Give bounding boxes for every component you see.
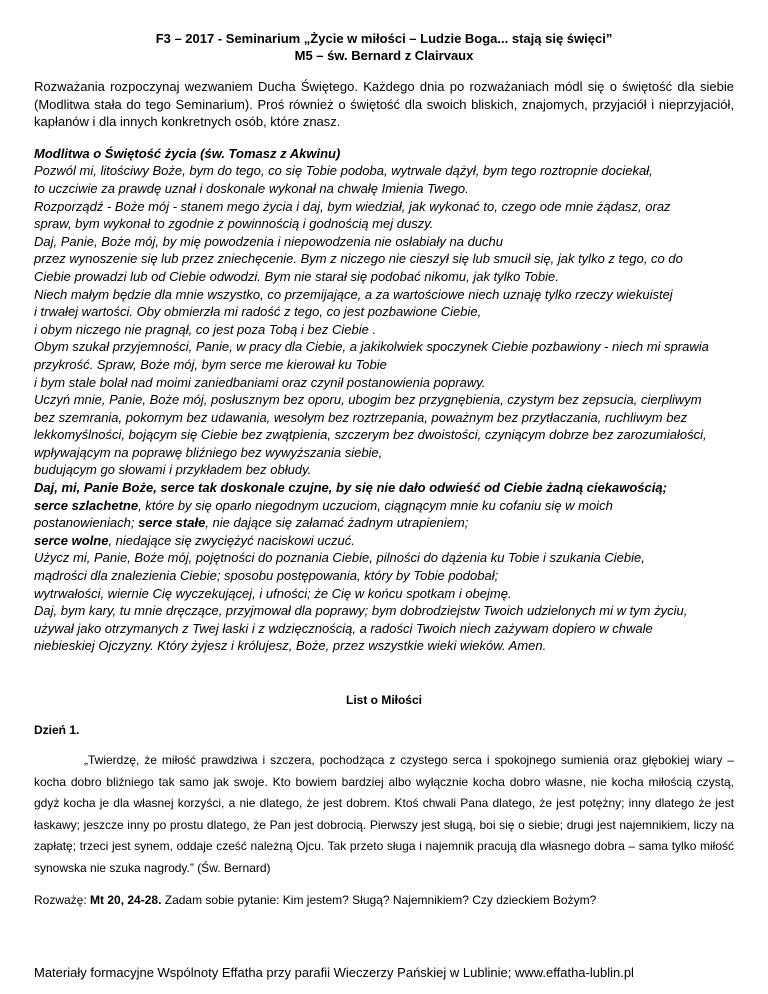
prayer-line: Daj, Panie, Boże mój, by mię powodzenia i niepowodzenia nie osłabiały na duchu [34, 233, 504, 249]
prayer-line: przez wynoszenie się lub przez zniechęcenie. Bym z niczego nie cieszył się lub smucił się, jak tylko z tego, co do [34, 251, 683, 267]
prayer-line: Daj, bym kary, tu mnie dręczące, przyjmował dla poprawy; bym dobrodziejstw Twoich udzielonych mi w tym życiu, [34, 603, 688, 619]
prayer-line: Uczyń mnie, Panie, Boże mój, posłusznym bez oporu, ubogim bez przygnębienia, czystym bez zepsucia, cierpliwym [34, 392, 702, 408]
heart-noble-cont: postanowieniach; [34, 515, 139, 531]
reflection-line [34, 893, 734, 907]
prayer-line: Obym szukał przyjemności, Panie, w pracy dla Ciebie, a jakikolwiek spoczynek Ciebie pozbawiony - niech mi sprawia [34, 339, 709, 355]
page-footer: Materiały formacyjne Wspólnoty Effatha przy parafii Wieczerzy Pańskiej w Lublinie; www.effatha-lublin.pl [34, 965, 634, 980]
bernard-quote: „Twierdzę, że miłość prawdziwa i szczera, pochodząca z czystego serca i spokojnego sumienia oraz głębokiej wiary – kocha dobro bliźniego tak samo jak swoje. Kto bowiem bardziej albo wyłącznie kocha dobro własne, nie kocha miłością czystą, gdyż kocha je dla własnej korzyści, a nie dlatego, że jest dobrem. Ktoś chwali Pana dlatego, że jest potężny; inny dlatego że jest łaskawy; jeszcze inny po prostu dlatego, że Pan jest dobrocią. Pierwszy jest sługą, boi się o siebie; drugi jest najemnikiem, liczy na zapłatę; trzeci jest synem, oddaje cześć należną Ojcu. Tak przeto sługa i najemnik pracują dla własnego dobra – sama tylko miłość synowska nie szuka nagrody.” (Św. Bernard) [34, 753, 734, 875]
prayer-line: to uczciwie za prawdę uznał i doskonale wykonał na chwałę Imienia Twego. [34, 180, 469, 196]
prayer-line: Ciebie prowadzi lub od Ciebie odwodzi. Bym nie starał się podobać nikomu, jak tylko Tobie. [34, 268, 559, 284]
prayer-line: Pozwól mi, litościwy Boże, bym do tego, co się Tobie podoba, wytrwale dążył, bym tego roztropnie dociekał, [34, 163, 653, 179]
heart-noble-text: , które by się oparło niegodnym uczuciom, ciągnącym mnie ku cofaniu się w moich [138, 497, 613, 513]
prayer-line: bez szemrania, pokornym bez udawania, wesołym bez roztrzepania, poważnym bez przytłaczania, ruchliwym bez [34, 409, 688, 425]
heart-noble: serce szlachetne [34, 497, 139, 513]
document-title-line2: M5 – św. Bernard z Clairvaux [294, 48, 474, 63]
reflect-question: Zadam sobie pytanie: Kim jestem? Sługą? Najemnikiem? Czy dzieckiem Bożym? [161, 893, 597, 907]
intro-paragraph: Rozważania rozpoczynaj wezwaniem Ducha Świętego. Każdego dnia po rozważaniach módl się o świętość dla siebie (Modlitwa stała do tego Seminarium). Proś również o świętość dla swoich bliskich, znajomych, przyjaciół i nieprzyjaciół, kapłanów i dla innych konkretnych osób, które znasz. [34, 79, 734, 130]
prayer-line: Użycz mi, Panie, Boże mój, pojętności do poznania Ciebie, pilności do dążenia ku Tobie i szukania Ciebie, [34, 550, 645, 566]
prayer-line: Niech małym będzie dla mnie wszystko, co przemijające, a za wartościowe niech uznaję tylko rzeczy wiekuistej [34, 286, 673, 302]
prayer-line: i trwałej wartości. Oby obmierzła mi radość z tego, co jest pozbawione Ciebie, [34, 304, 482, 320]
prayer-line: i obym niczego nie pragnął, co jest poza Tobą i bez Ciebie . [34, 321, 377, 337]
heart-free: serce wolne [34, 532, 109, 548]
prayer-line: wpływającym na poprawę bliźniego bez wywyższania siebie, [34, 444, 383, 460]
document-page [34, 30, 734, 907]
prayer-title: Modlitwa o Świętość życia (św. Tomasz z Akwinu) [34, 145, 341, 161]
prayer-line: wytrwałości, wiernie Cię wyczekującej, i ufności; że Cię w końcu spotkam i obejmę. [34, 585, 512, 601]
prayer-heart-line [34, 532, 734, 550]
heart-steady: serce stałe [138, 515, 206, 531]
heart-free-text: , niedające się zwyciężyć naciskowi uczuć. [108, 532, 355, 548]
prayer-line: używał jako otrzymanych z Twej łaski i z wdzięcznością, a radości Twoich niech zażywam dopiero w chwale [34, 620, 653, 636]
prayer-bold-line: Daj, mi, Panie Boże, serce tak doskonale czujne, by się nie dało odwieść od Ciebie żadną ciekawością; [34, 480, 667, 496]
heart-steady-text: , nie dające się załamać żadnym utrapieniem; [205, 515, 469, 531]
document-title-line1: F3 – 2017 - Seminarium „Życie w miłości – Ludzie Boga... stają się święci” [155, 31, 613, 46]
prayer-line: i bym stale bolał nad moimi zaniedbaniami oraz czynił postanowienia poprawy. [34, 374, 486, 390]
day-heading: Dzień 1. [34, 723, 80, 737]
prayer-heart-line [34, 497, 734, 515]
prayer-line: przykrość. Spraw, Boże mój, bym serce me kierował ku Tobie [34, 356, 387, 372]
prayer-heart-line [34, 514, 734, 532]
prayer-line: lekkomyślności, bojącym się Ciebie bez zwątpienia, szczerym bez dwoistości, czyniącym dobrze bez zarozumiałości, [34, 427, 707, 443]
prayer-line: Rozporządź - Boże mój - stanem mego życia i daj, bym wiedział, jak wykonać to, czego ode mnie żądasz, oraz [34, 198, 671, 214]
prayer-line: niebieskiej Ojczyzny. Który żyjesz i królujesz, Boże, przez wszystkie wieki wieków. Amen. [34, 638, 547, 654]
prayer-line: mądrości dla znalezienia Ciebie; sposobu postępowania, który by Tobie podobał; [34, 568, 499, 584]
scripture-reference: Mt 20, 24-28. [90, 893, 162, 907]
prayer-line: budującym go słowami i przykładem bez obłudy. [34, 462, 312, 478]
letter-title: List o Miłości [345, 693, 422, 707]
reflect-label: Rozważę: [34, 893, 91, 907]
prayer-line: spraw, bym wykonał to zgodnie z powinnością i godnością mej duszy. [34, 216, 434, 232]
prayer-block [34, 145, 734, 655]
